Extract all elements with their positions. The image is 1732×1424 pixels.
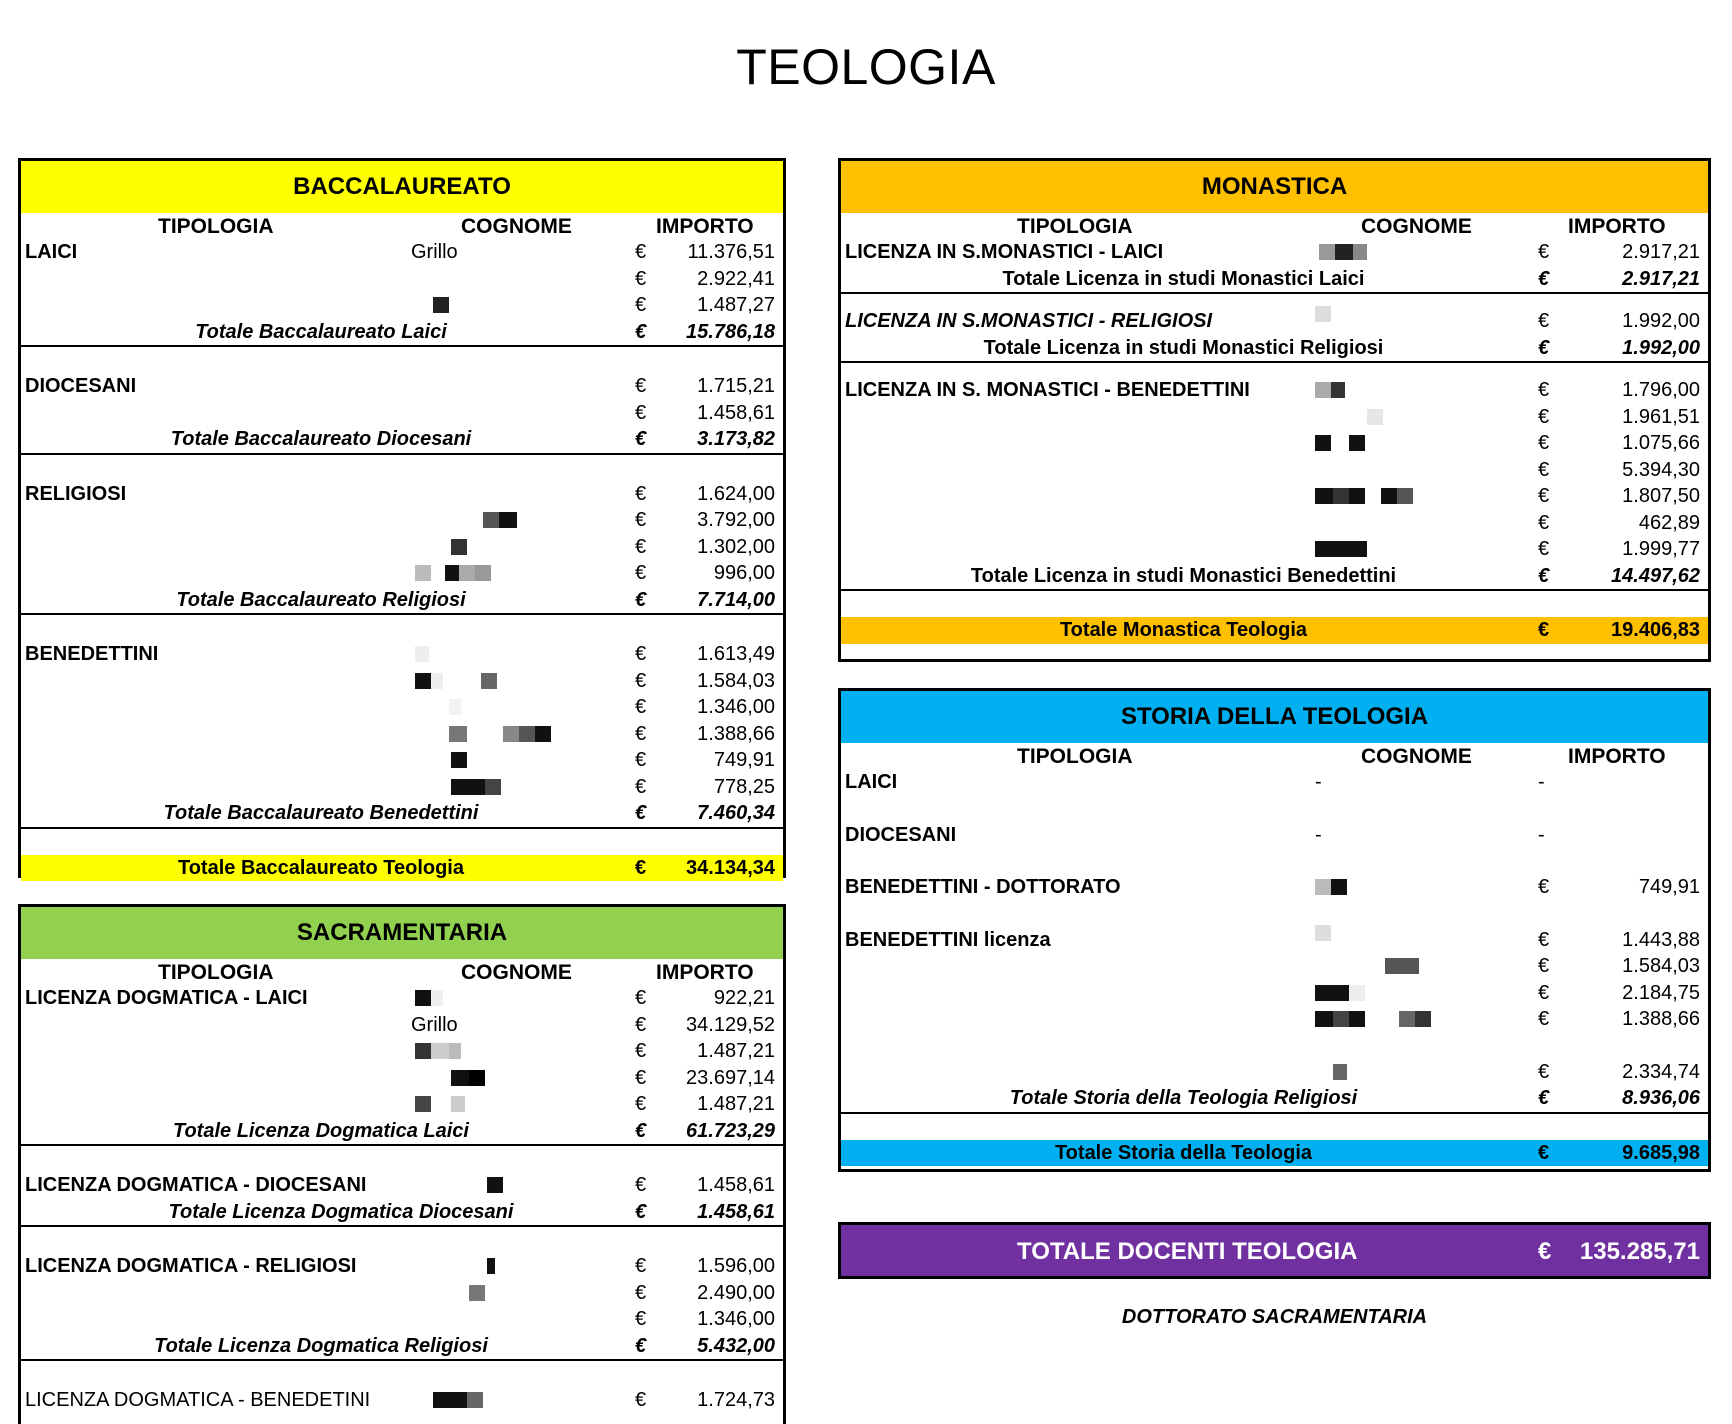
euro-sign: € (635, 1389, 647, 1411)
euro-sign: € (635, 509, 647, 531)
table-row (21, 1253, 783, 1280)
subtotal-row (841, 335, 1708, 364)
euro-sign: € (635, 1200, 647, 1223)
redacted-name (1319, 244, 1367, 261)
monastica-header: MONASTICA (841, 161, 1708, 213)
totale-docenti-amount: 135.285,71 (1579, 1238, 1700, 1265)
category-label: LICENZA DOGMATICA - LAICI (25, 987, 308, 1009)
amount-cell: 462,89 (1638, 511, 1700, 534)
amount-cell: 1.458,61 (697, 1174, 775, 1196)
category-label: DIOCESANI (25, 375, 137, 397)
table-row (21, 560, 783, 587)
col-cognome: COGNOME (461, 961, 572, 984)
grand-total-amount: 34.134,34 (686, 856, 775, 879)
redacted-name (1333, 1064, 1347, 1081)
redacted-name (415, 1096, 465, 1113)
subtotal-amount: 2.917,21 (1622, 267, 1700, 290)
table-row (21, 266, 783, 293)
subtotal-row (21, 1199, 783, 1228)
redacted-name (415, 990, 443, 1007)
euro-sign: € (635, 1174, 647, 1196)
euro-sign: € (1538, 876, 1550, 898)
storia-panel (838, 688, 1711, 1172)
redacted-name (487, 1258, 495, 1275)
amount-cell: 1.807,50 (1622, 485, 1700, 507)
table-row (21, 641, 783, 668)
euro-sign: € (635, 482, 647, 505)
amount-cell: 1.715,21 (697, 375, 775, 397)
euro-sign: € (1538, 458, 1550, 481)
spacer (841, 901, 1708, 927)
table-row (841, 404, 1708, 431)
amount-cell: 1.302,00 (697, 535, 775, 558)
subtotal-amount: 1.458,61 (697, 1200, 775, 1223)
table-row (841, 536, 1708, 563)
euro-sign: € (1538, 1087, 1550, 1109)
col-tipologia: TIPOLOGIA (158, 215, 274, 238)
euro-sign: € (635, 1334, 647, 1357)
amount-cell: 922,21 (713, 987, 775, 1009)
column-headers (21, 213, 783, 239)
grand-total-row (841, 1140, 1708, 1167)
euro-sign: € (635, 643, 647, 665)
category-label: LICENZA DOGMATICA - RELIGIOSI (25, 1255, 357, 1277)
redacted-name (433, 1392, 483, 1409)
table-row (21, 1038, 783, 1065)
subtotal-label: Totale Licenza Dogmatica Diocesani (168, 1200, 514, 1223)
spacer (841, 1114, 1708, 1140)
col-cognome: COGNOME (1361, 215, 1472, 238)
subtotal-amount: 7.714,00 (697, 588, 775, 611)
amount-cell: 1.613,49 (697, 643, 775, 665)
euro-sign: € (635, 428, 647, 450)
euro-sign: € (1538, 955, 1550, 977)
euro-sign: € (635, 375, 647, 397)
subtotal-amount: 8.936,06 (1622, 1087, 1700, 1109)
table-row (21, 1012, 783, 1039)
column-headers (21, 959, 783, 985)
redacted-name (451, 752, 467, 769)
category-label: DIOCESANI (845, 823, 957, 846)
euro-sign: € (1538, 981, 1550, 1004)
subtotal-label: Totale Licenza in studi Monastici Laici (1002, 267, 1365, 290)
redacted-name (415, 565, 491, 582)
euro-sign: € (1538, 928, 1550, 951)
subtotal-amount: 15.786,18 (686, 320, 775, 343)
category-label: BENEDETTINI licenza (845, 928, 1051, 951)
euro-sign: € (635, 669, 647, 692)
redacted-name (1367, 409, 1383, 426)
subtotal-row (21, 800, 783, 829)
subtotal-label: Totale Licenza Dogmatica Laici (172, 1119, 469, 1142)
amount-cell: 1.596,00 (697, 1255, 775, 1277)
subtotal-row (21, 587, 783, 616)
category-label: LAICI (25, 241, 78, 263)
table-row (21, 694, 783, 721)
amount-cell: 1.724,73 (697, 1389, 775, 1411)
subtotal-label: Totale Licenza Dogmatica Religiosi (154, 1334, 488, 1357)
subtotal-amount: 5.432,00 (697, 1334, 775, 1357)
amount-cell: 1.346,00 (697, 1308, 775, 1330)
table-row (841, 1006, 1708, 1033)
spacer (841, 363, 1708, 377)
col-importo: IMPORTO (656, 961, 754, 984)
subtotal-label: Totale Storia della Teologia Religiosi (1009, 1087, 1358, 1109)
amount-cell: - (1538, 823, 1545, 846)
cognome-cell: - (1315, 771, 1322, 793)
euro-sign: € (635, 535, 647, 558)
euro-sign: € (635, 749, 647, 771)
table-row (21, 400, 783, 427)
euro-sign: € (635, 241, 647, 263)
subtotal-row (21, 1118, 783, 1147)
redacted-name (415, 673, 497, 690)
euro-sign: € (635, 267, 647, 290)
spacer (21, 615, 783, 641)
totale-docenti-label: TOTALE DOCENTI TEOLOGIA (1017, 1238, 1358, 1265)
euro-sign: € (635, 802, 647, 824)
spacer (841, 1033, 1708, 1059)
totale-docenti-box (838, 1222, 1711, 1279)
euro-sign: € (1538, 241, 1550, 263)
table-row (841, 510, 1708, 537)
redacted-name (433, 297, 449, 314)
table-row (21, 1387, 783, 1414)
baccalaureato-header: BACCALAUREATO (21, 161, 783, 213)
amount-cell: 2.922,41 (697, 267, 775, 290)
table-row (841, 1059, 1708, 1086)
euro-sign: € (1538, 432, 1550, 454)
grand-total-label: Totale Storia della Teologia (1054, 1141, 1313, 1164)
table-row (21, 481, 783, 508)
category-label: BENEDETTINI (25, 643, 159, 665)
redacted-name (1315, 985, 1365, 1002)
euro-sign: € (635, 562, 647, 584)
redacted-name (1315, 382, 1345, 399)
table-row (841, 457, 1708, 484)
spacer (21, 1361, 783, 1387)
category-label: LICENZA IN S.MONASTICI - RELIGIOSI (845, 310, 1213, 332)
amount-cell: 3.792,00 (697, 509, 775, 531)
table-row (841, 377, 1708, 404)
amount-cell: 1.796,00 (1622, 379, 1700, 401)
table-row (841, 927, 1708, 954)
col-tipologia: TIPOLOGIA (158, 961, 274, 984)
amount-cell: 23.697,14 (686, 1066, 775, 1089)
amount-cell: 1.961,51 (1622, 405, 1700, 428)
column-headers (841, 213, 1708, 239)
sacramentaria-panel (18, 904, 786, 1424)
footnote: DOTTORATO SACRAMENTARIA (1121, 1306, 1428, 1328)
table-row (21, 1172, 783, 1199)
table-row (21, 1280, 783, 1307)
euro-sign: € (635, 856, 647, 879)
euro-sign: € (635, 1255, 647, 1277)
redacted-name (1315, 541, 1367, 558)
table-row (21, 1065, 783, 1092)
euro-sign: € (635, 401, 647, 424)
amount-cell: 34.129,52 (686, 1013, 775, 1036)
subtotal-row (21, 1333, 783, 1362)
subtotal-label: Totale Licenza in studi Monastici Religiosi (983, 336, 1384, 359)
category-label: BENEDETTINI - DOTTORATO (845, 876, 1121, 898)
spacer (21, 829, 783, 855)
amount-cell: 2.184,75 (1622, 981, 1700, 1004)
euro-sign: € (1538, 1008, 1550, 1030)
category-label: LICENZA IN S. MONASTICI - BENEDETTINI (845, 379, 1250, 401)
euro-sign: € (1538, 405, 1550, 428)
subtotal-row (21, 319, 783, 348)
euro-sign: € (1538, 1060, 1550, 1083)
amount-cell: 996,00 (713, 562, 775, 584)
redacted-name (1315, 1011, 1431, 1028)
spacer (841, 848, 1708, 874)
euro-sign: € (635, 775, 647, 798)
euro-sign: € (635, 1040, 647, 1062)
category-label: RELIGIOSI (25, 482, 127, 505)
column-headers (841, 743, 1708, 769)
grand-total-label: Totale Monastica Teologia (1059, 619, 1308, 641)
spacer (841, 591, 1708, 617)
table-row (841, 483, 1708, 510)
category-label: LICENZA IN S.MONASTICI - LAICI (845, 241, 1164, 263)
subtotal-label: Totale Baccalaureato Diocesani (170, 428, 472, 450)
redacted-name (449, 699, 461, 716)
redacted-name (483, 512, 517, 529)
euro-sign: € (1538, 485, 1550, 507)
table-row (841, 953, 1708, 980)
redacted-name (451, 539, 467, 556)
euro-sign: € (635, 1013, 647, 1036)
amount-cell: 2.917,21 (1622, 241, 1700, 263)
spacer (21, 1146, 783, 1172)
amount-cell: 11.376,51 (687, 241, 775, 263)
subtotal-label: Totale Baccalaureato Benedettini (163, 802, 479, 824)
amount-cell: 5.394,30 (1622, 458, 1700, 481)
euro-sign: € (635, 987, 647, 1009)
euro-sign: € (635, 722, 647, 745)
redacted-name (1315, 925, 1331, 942)
euro-sign: € (635, 1281, 647, 1304)
subtotal-amount: 14.497,62 (1611, 564, 1700, 587)
table-row (841, 822, 1708, 849)
page-title: TEOLOGIA (736, 39, 996, 95)
euro-sign: € (635, 1093, 647, 1115)
euro-sign: € (635, 294, 647, 316)
amount-cell: 1.487,27 (697, 294, 775, 316)
table-row (21, 507, 783, 534)
euro-sign: € (635, 320, 647, 343)
table-row (21, 747, 783, 774)
col-cognome: COGNOME (1361, 745, 1472, 768)
subtotal-amount: 3.173,82 (697, 428, 775, 450)
table-row (841, 980, 1708, 1007)
table-row (21, 721, 783, 748)
amount-cell: 1.584,03 (1622, 955, 1700, 977)
grand-total-row (21, 855, 783, 882)
amount-cell: 1.999,77 (1622, 538, 1700, 560)
storia-header: STORIA DELLA TEOLOGIA (841, 691, 1708, 743)
cognome-cell: Grillo (411, 241, 458, 263)
redacted-name (1315, 306, 1331, 323)
subtotal-label: Totale Licenza in studi Monastici Benedettini (970, 564, 1397, 587)
euro-sign: € (1538, 336, 1550, 359)
amount-cell: 1.075,66 (1622, 432, 1700, 454)
subtotal-row (841, 1085, 1708, 1114)
table-row (21, 292, 783, 319)
subtotal-label: Totale Baccalaureato Laici (195, 320, 447, 343)
table-row (21, 1091, 783, 1118)
col-tipologia: TIPOLOGIA (1017, 215, 1133, 238)
col-importo: IMPORTO (656, 215, 754, 238)
amount-cell: 1.487,21 (697, 1040, 775, 1062)
amount-cell: 2.490,00 (697, 1281, 775, 1304)
subtotal-amount: 1.992,00 (1622, 336, 1700, 359)
amount-cell: - (1538, 771, 1545, 793)
redacted-name (451, 779, 501, 796)
redacted-name (487, 1177, 503, 1194)
spacer (21, 1227, 783, 1253)
category-label: LICENZA DOGMATICA - DIOCESANI (25, 1174, 367, 1196)
category-label: LICENZA DOGMATICA - BENEDETINI (25, 1389, 371, 1411)
table-row (841, 430, 1708, 457)
redacted-name (1385, 958, 1419, 975)
redacted-name (1315, 879, 1347, 896)
euro-sign: € (1538, 379, 1550, 401)
amount-cell: 1.346,00 (697, 696, 775, 718)
monastica-panel (838, 158, 1711, 662)
spacer (21, 347, 783, 373)
cognome-cell: Grillo (411, 1013, 458, 1036)
amount-cell: 1.443,88 (1622, 928, 1700, 951)
amount-cell: 778,25 (713, 775, 775, 798)
redacted-name (1315, 435, 1365, 452)
amount-cell: 1.388,66 (1622, 1008, 1700, 1030)
redacted-name (469, 1285, 485, 1302)
subtotal-row (841, 266, 1708, 295)
euro-sign: € (1538, 564, 1550, 587)
table-row (21, 239, 783, 266)
table-row (841, 874, 1708, 901)
category-label: LAICI (845, 771, 898, 793)
spacer (21, 455, 783, 481)
subtotal-label: Totale Baccalaureato Religiosi (176, 588, 466, 611)
subtotal-row (21, 426, 783, 455)
euro-sign: € (635, 696, 647, 718)
euro-sign: € (1538, 1141, 1550, 1164)
amount-cell: 1.388,66 (697, 722, 775, 745)
baccalaureato-panel (18, 158, 786, 878)
subtotal-row (841, 563, 1708, 592)
euro-sign: € (1538, 619, 1550, 641)
table-row (841, 769, 1708, 796)
redacted-name (415, 1043, 461, 1060)
euro-sign: € (1538, 511, 1550, 534)
euro-sign: € (635, 1066, 647, 1089)
col-importo: IMPORTO (1568, 745, 1666, 768)
redacted-name (415, 646, 429, 663)
redacted-name (1315, 488, 1413, 505)
amount-cell: 749,91 (1638, 876, 1700, 898)
table-row (21, 1306, 783, 1333)
amount-cell: 1.487,21 (697, 1093, 775, 1115)
table-row (841, 308, 1708, 335)
col-tipologia: TIPOLOGIA (1017, 745, 1133, 768)
euro-sign: € (1538, 267, 1550, 290)
table-row (841, 239, 1708, 266)
amount-cell: 1.624,00 (697, 482, 775, 505)
euro-sign: € (1538, 538, 1550, 560)
euro-sign: € (635, 1308, 647, 1330)
subtotal-amount: 61.723,29 (686, 1119, 775, 1142)
amount-cell: 1.584,03 (697, 669, 775, 692)
euro-sign: € (1538, 310, 1550, 332)
grand-total-row (841, 617, 1708, 644)
amount-cell: 1.992,00 (1622, 310, 1700, 332)
amount-cell: 749,91 (713, 749, 775, 771)
euro-sign: € (1538, 1238, 1552, 1265)
table-row (21, 668, 783, 695)
col-importo: IMPORTO (1568, 215, 1666, 238)
redacted-name (449, 726, 551, 743)
amount-cell: 2.334,74 (1622, 1060, 1700, 1083)
subtotal-amount: 7.460,34 (697, 802, 775, 824)
grand-total-amount: 9.685,98 (1622, 1141, 1700, 1164)
redacted-name (451, 1070, 485, 1087)
grand-total-label: Totale Baccalaureato Teologia (177, 856, 464, 879)
table-row (21, 534, 783, 561)
euro-sign: € (635, 1119, 647, 1142)
sacramentaria-header: SACRAMENTARIA (21, 907, 783, 959)
amount-cell: 1.458,61 (697, 401, 775, 424)
spacer (841, 796, 1708, 822)
euro-sign: € (635, 588, 647, 611)
table-row (21, 774, 783, 801)
cognome-cell: - (1315, 823, 1322, 846)
col-cognome: COGNOME (461, 215, 572, 238)
table-row (21, 985, 783, 1012)
grand-total-amount: 19.406,83 (1611, 619, 1700, 641)
table-row (21, 373, 783, 400)
spacer (841, 294, 1708, 308)
